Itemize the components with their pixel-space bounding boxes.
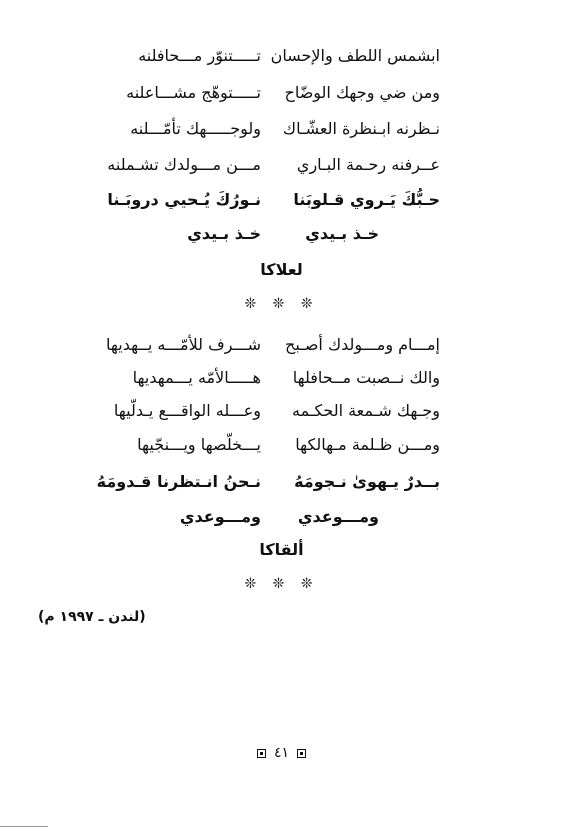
square-ornament-icon bbox=[257, 749, 266, 758]
chorus-right: حـبُّكَ يَـروي قـلوبَنا bbox=[293, 190, 440, 209]
verse-right: نـظرنه ابـنظرة العشّـاك bbox=[282, 119, 440, 138]
verse-right: عــرفنه رحـمة البـاري bbox=[296, 155, 440, 174]
chorus-right: بــدرٌ يـهوىٰ نـجومَهُ bbox=[294, 472, 440, 491]
star-separator: ❊ ❊ ❊ bbox=[244, 576, 319, 592]
square-ornament-icon bbox=[297, 749, 306, 758]
chorus-left: خـذ بـيدي bbox=[187, 224, 261, 243]
verse-left: يـــخلّصها ويـــنجّيها bbox=[137, 435, 261, 454]
place-date-note: (لندن ـ ١٩٩٧ م) bbox=[38, 609, 146, 625]
verse-left: مـــن مـــولدك تشـملنه bbox=[107, 155, 261, 174]
chorus-right: خـذ بـيدي bbox=[305, 224, 379, 243]
refrain: لعلاكا bbox=[260, 260, 303, 279]
verse-left: تـــــتوهّج مشـــاعلنه bbox=[126, 83, 261, 102]
chorus-left: ومـــوعدي bbox=[179, 507, 261, 526]
verse-left: هـــــالأمّه يـــمهديها bbox=[132, 368, 261, 387]
star-separator: ❊ ❊ ❊ bbox=[244, 296, 319, 312]
chorus-right: ومـــوعدي bbox=[297, 507, 379, 526]
verse-left: تـــــتنوّر مـــحافلنه bbox=[138, 46, 261, 65]
verse-right: وجـهك شـمعة الحكـمه bbox=[292, 401, 440, 420]
verse-right: والك نــصبت مــحافلها bbox=[292, 368, 440, 387]
verse-right: إمـــام ومـــولدك أصـبح bbox=[285, 335, 440, 354]
verse-right: ومن ضي وجهك الوضّاح bbox=[284, 83, 440, 102]
verse-left: ولوجـــــهك تأمّـــلنه bbox=[130, 119, 261, 138]
page-number bbox=[0, 745, 563, 761]
chorus-left: نـحنُ انـتظرنا قـدومَهُ bbox=[96, 472, 261, 491]
verse-right: ابشمس اللطف والإحسان bbox=[270, 46, 440, 65]
refrain: ألقاكا bbox=[259, 540, 304, 559]
page-number-text: ٤١ bbox=[273, 745, 290, 761]
verse-right: ومـــن ظـلمة مـهالكها bbox=[295, 435, 440, 454]
verse-left: وعـــله الواقـــع يـدلّيها bbox=[113, 401, 261, 420]
verse-left: شـــرف للأمّـــه يــهديها bbox=[106, 335, 261, 354]
chorus-left: نـورُكَ يُـحيي دروبَـنا bbox=[107, 190, 261, 209]
